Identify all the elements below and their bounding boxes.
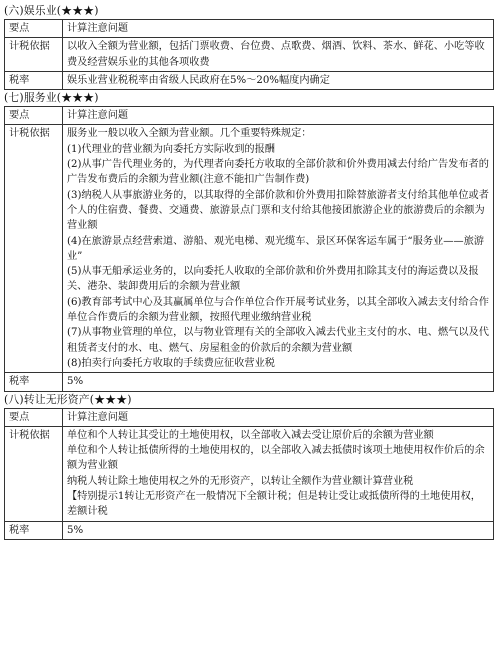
- rate-key-cell: 税率: [5, 521, 63, 539]
- basis-line: (8)拍卖行向委托方收取的手续费应征收营业税: [67, 357, 275, 369]
- table-row: [5, 521, 494, 539]
- basis-line: (2)从事广告代理业务的，为代理者向委托方收取的全部价款和价外费用减去付给广告发布者的广告发布费后的余额为营业额(注意不能扣广告制作费): [67, 159, 489, 186]
- rate-key-cell: 税率: [5, 373, 63, 391]
- rate-value-cell: 5%: [63, 373, 494, 391]
- basis-value-cell: [63, 38, 494, 72]
- basis-line: 单位和个人转让其受让的土地使用权，以全部收入减去受让原价后的余额为营业额: [67, 429, 434, 441]
- table-row: [5, 373, 494, 391]
- basis-line: (5)从事无船承运业务的，以向委托人收取的全部价款和价外费用扣除其支付的海运费以及报关、港杂、装卸费用后的余额为营业额: [67, 266, 479, 293]
- basis-key-cell: 计税依据: [5, 426, 63, 521]
- basis-line: 【特别提示1转让无形资产在一般情况下全额计税；但是转让受让或抵债所得的土地使用权，差额计税: [67, 491, 481, 518]
- basis-line: 服务业一般以收入全额为营业额。几个重要特殊规定：: [67, 128, 312, 140]
- header-key-cell: 要点: [5, 20, 63, 38]
- rate-value-cell: 5%: [63, 521, 494, 539]
- basis-value-cell: [63, 125, 494, 373]
- basis-line: (3)纳税人从事旅游业务的，以其取得的全部价款和价外费用扣除替旅游者支付给其他单位或者个人的住宿费、餐费、交通费、旅游景点门票和支付给其他接团旅游企业的旅游费后的余额为营业额: [67, 189, 489, 232]
- table-entertainment: [4, 19, 494, 90]
- basis-line: (1)代理业的营业额为向委托方实际收到的报酬: [67, 143, 275, 155]
- basis-line: 纳税人转让除土地使用权之外的无形资产，以转让全额作为营业额计算营业税: [67, 475, 414, 487]
- table-services: [4, 106, 494, 391]
- header-value-cell: 计算注意问题: [63, 408, 494, 426]
- basis-line: (6)教育部考试中心及其赢属单位与合作单位合作开展考试业务，以其全部收入减去支付给合作单位合作费后的余额为营业额，按照代理业缴纳营业税: [67, 296, 489, 324]
- section-title-services: (七)服务业(★★★): [4, 91, 99, 105]
- basis-line: (7)从事物业管理的单位，以与物业管理有关的全部收入减去代业主支付的水、电、燃气以及代租赁者支付的水、电、燃气、房屋租金的价款后的余额为营业额: [67, 327, 489, 354]
- table-row: [5, 408, 494, 426]
- basis-key-cell: 计税依据: [5, 125, 63, 373]
- table-row: [5, 426, 494, 521]
- basis-value-cell: [63, 426, 494, 521]
- rate-key-cell: 税率: [5, 71, 63, 89]
- basis-key-cell: 计税依据: [5, 38, 63, 72]
- table-intangible-assets: [4, 408, 494, 540]
- header-value-cell: 计算注意问题: [63, 20, 494, 38]
- table-row: [5, 125, 494, 373]
- table-row: [5, 107, 494, 125]
- section-title-intangible-assets: (八)转让无形资产(★★★): [4, 392, 132, 406]
- table-row: [5, 71, 494, 89]
- table-row: [5, 20, 494, 38]
- basis-line: (4)在旅游景点经营索道、游船、观光电梯、观光缆车、景区环保客运车属于“服务业——旅游业”: [67, 235, 484, 262]
- header-key-cell: 要点: [5, 107, 63, 125]
- table-row: [5, 38, 494, 72]
- section-title-entertainment: (六)娱乐业(★★★): [4, 4, 99, 17]
- header-key-cell: 要点: [5, 408, 63, 426]
- basis-line: 单位和个人转让抵债所得的土地使用权的，以全部收入减去抵债时该项土地使用权作价后的余额为营业额: [67, 445, 485, 472]
- rate-value-cell: 娱乐业营业税税率由省级人民政府在5%～20%幅度内确定: [63, 71, 494, 89]
- header-value-cell: 计算注意问题: [63, 107, 494, 125]
- basis-line: 以收入全额为营业额，包括门票收费、台位费、点歌费、烟酒、饮料、茶水、鲜花、小吃等收费及经营娱乐业的其他各项收费: [67, 41, 485, 68]
